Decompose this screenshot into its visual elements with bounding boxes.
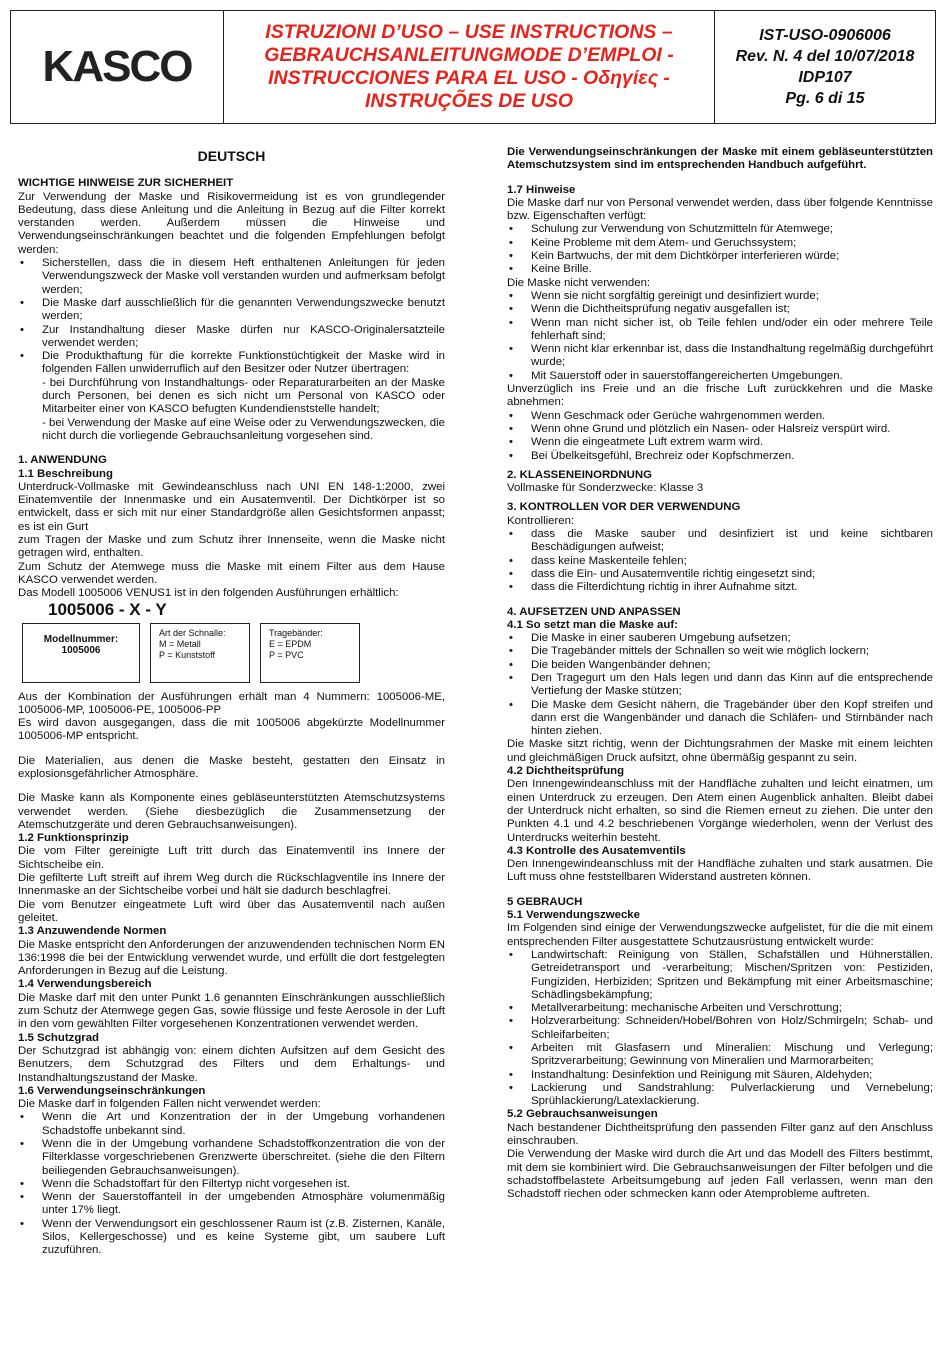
logo-text: KASCO	[42, 42, 192, 91]
donning-list	[507, 632, 933, 738]
paragraph: Die Materialien, aus denen die Maske besteht, gestatten den Einsatz in explosionsgefährlicher Atmosphäre.	[18, 754, 445, 780]
list-item: • Bei Übelkeitsgefühl, Brechreiz oder Kopfschmerzen.	[507, 450, 933, 463]
box-line: P = Kunststoff	[159, 649, 215, 660]
safety-heading: WICHTIGE HINWEISE ZUR SICHERHEIT	[18, 177, 234, 190]
subsection-heading: 5.1 Verwendungszwecke	[507, 909, 640, 922]
list-item: • Zur Instandhaltung dieser Maske dürfen nur KASCO-Originalersatzteile verwendet werden;	[18, 324, 445, 351]
model-number-box	[22, 623, 140, 683]
list-item: • Die beiden Wangenbänder dehnen;	[507, 659, 933, 672]
box-line: M = Metall	[159, 638, 201, 649]
subsection-heading: 1.4 Verwendungsbereich	[18, 978, 152, 991]
list-item: • Wenn man nicht sicher ist, ob Teile fehlen und/oder ein oder mehrere Teile fehlerhaft sind;	[507, 317, 933, 344]
list-item: • Wenn die eingeatmete Luft extrem warm wird.	[507, 436, 933, 449]
paragraph: Vollmaske für Sonderzwecke: Klasse 3	[507, 482, 704, 495]
restrictions-list	[18, 1111, 445, 1257]
list-item: • Die Maske dem Gesicht nähern, die Tragebänder über den Kopf streifen und dann erst die Wangenbänder und danach die Schläfen- und Stirnbänder nach hinten ziehen.	[507, 699, 933, 739]
box-value: 1005006	[61, 644, 101, 656]
subsection-heading: 1.3 Anzuwendende Normen	[18, 925, 167, 938]
paragraph: Kontrollieren:	[507, 514, 575, 527]
list-item: • Keine Probleme mit dem Atem- und Geruchssystem;	[507, 237, 933, 250]
paragraph: Die Maske nicht verwenden:	[507, 276, 651, 289]
paragraph: Nach bestandener Dichtheitsprüfung den passenden Filter ganz auf den Anschluss einschrauben.	[507, 1121, 933, 1148]
list-item: • Metallverarbeitung: mechanische Arbeiten und Verschrottung;	[507, 1002, 933, 1015]
list-item: • dass die Ein- und Ausatemventile richtig eingesetzt sind;	[507, 568, 933, 581]
list-item: • Wenn nicht klar erkennbar ist, dass die Instandhaltung regelmäßig durchgeführt wurde;	[507, 343, 933, 370]
paragraph: Das Modell 1005006 VENUS1 ist in den folgenden Ausführungen erhältlich:	[18, 587, 399, 600]
paragraph: Die vom Benutzer eingeatmete Luft wird über das Ausatemventil nach außen geleitet.	[18, 898, 445, 924]
list-item: • dass die Filterdichtung richtig in ihrer Aufnahme sitzt.	[507, 581, 933, 594]
paragraph: Die gefilterte Luft streift auf ihrem Weg durch die Rückschlagventile ins Innere der Innenmaske an der Sichtscheibe vorbei und hält sie dadurch beschlagfrei.	[18, 872, 445, 898]
list-item: • Wenn der Verwendungsort ein geschlossener Raum ist (z.B. Zisternen, Kanäle, Silos, Kellergeschosse) und es keine Systeme gibt, um saubere Luft zuzuführen.	[18, 1218, 445, 1258]
list-item: • Schulung zur Verwendung von Schutzmitteln für Atemwege;	[507, 223, 933, 236]
paragraph: Zum Schutz der Atemwege muss die Maske mit einem Filter aus dem Hause KASCO verwendet werden.	[18, 560, 445, 586]
safety-sub-item: - bei Durchführung von Instandhaltungs- oder Reparaturarbeiten an der Maske durch Personen, bei denen es sich nicht um Personal von KASCO oder Mitarbeiter einer von KASCO befugten Kundendienststelle handelt;	[42, 376, 445, 416]
paragraph: Die Maske darf nur von Personal verwendet werden, dass über folgende Kenntnisse bzw. Eigenschaften verfügt:	[507, 196, 933, 223]
model-ref: IDP107	[798, 69, 852, 86]
subsection-heading: 1.1 Beschreibung	[18, 467, 113, 480]
title-line: GEBRAUCHSANLEITUNGMODE D’EMPLOI -	[264, 44, 674, 66]
right-column	[507, 146, 933, 1202]
section-heading: 1. ANWENDUNG	[18, 454, 107, 467]
paragraph: Die Maske kann als Komponente eines gebläseunterstützten Atemschutzsystems verwendet werden. (Siehe diesbezüglich die Zusammensetzung der Atemschutzgeräte und deren Gebrauchsanweisungen).	[18, 792, 445, 831]
list-item: • Landwirtschaft: Reinigung von Ställen, Schafställen und Hühnerställen. Getreidetransport und -verarbeitung; Mischen/Spritzen von: Pestiziden, Fungiziden, Herbiziden; Spritzen und Bekämpfung mit einer Arbeitsmaschine; Schädlingsbekämpfung;	[507, 949, 933, 1002]
uses-list	[507, 949, 933, 1109]
subsection-heading: 1.5 Schutzgrad	[18, 1031, 100, 1044]
list-item: • Arbeiten mit Glasfasern und Mineralien: Mischung und Verlegung; Spritzverarbeitung; Gewinnung von Mineralien und Marmorarbeiten;	[507, 1042, 933, 1069]
list-item: • Wenn ohne Grund und plötzlich ein Nasen- oder Halsreiz verspürt wird.	[507, 423, 933, 436]
list-item: • Instandhaltung: Desinfektion und Reinigung mit Säuren, Aldehyden;	[507, 1069, 933, 1082]
paragraph: Die Maske sitzt richtig, wenn der Dichtungsrahmen der Maske mit einem leichten und gleichmäßigen Druck aufsitzt, ohne übermäßig gespannt zu sein.	[507, 738, 933, 764]
subsection-heading: 4.3 Kontrolle des Ausatemventils	[507, 844, 686, 857]
kasco-logo	[43, 42, 192, 92]
subsection-heading: 1.6 Verwendungseinschränkungen	[18, 1084, 206, 1097]
list-item: • Wenn die Art und Konzentration der in der Umgebung vorhandenen Schadstoffe unbekannt sind.	[18, 1111, 445, 1138]
paragraph-bold: Die Verwendungseinschränkungen der Maske mit einem gebläseunterstützten Atemschutzsystem sind im entsprechenden Handbuch aufgeführt.	[507, 146, 933, 172]
list-item: • Lackierung und Sandstrahlung: Pulverlackierung und Vernebelung; Sprühlackierung/Latexlackierung.	[507, 1082, 933, 1109]
logo-cell	[11, 11, 224, 123]
paragraph: Unterdruck-Vollmaske mit Gewindeanschluss nach UNI EN 148-1:2000, zwei Einatemventile der Innenmaske und ein Ausatemventil. Der Dichtkörper ist so entwickelt, dass er sich mit nur einer Standardgröße allen Gesichtsformen anpasst; es ist ein Gurt	[18, 480, 445, 533]
safety-intro: Zur Verwendung der Maske und Risikovermeidung ist es von grundlegender Bedeutung, dass diese Anleitung und die Anleitung in Bezug auf die Filter korrekt verstanden werden. Außerdem müssen die Hinweise und Verwendungseinschränkungen beachtet und die folgenden Empfehlungen befolgt werden:	[18, 190, 445, 256]
requirements-list	[507, 223, 933, 276]
title-line: INSTRUÇÕES DE USO	[364, 90, 574, 112]
title-line: INSTRUCCIONES PARA EL USO - Οδηγίες -	[268, 67, 670, 89]
list-item: • Wenn Geschmack oder Gerüche wahrgenommen werden.	[507, 410, 933, 423]
list-item: • Keine Brille.	[507, 263, 933, 276]
paragraph: Den Innengewindeanschluss mit der Handfläche zuhalten und stark ausatmen. Die Luft muss ohne feststellbaren Widerstand austreten können.	[507, 858, 933, 884]
list-item: • Die Maske darf ausschließlich für die genannten Verwendungszwecke benutzt werden;	[18, 297, 445, 324]
box-line: E = EPDM	[269, 638, 312, 649]
subsection-heading: 4.1 So setzt man die Maske auf:	[507, 618, 678, 631]
list-item: • Wenn die Dichtheitsprüfung negativ ausgefallen ist;	[507, 303, 933, 316]
model-code-diagram	[18, 623, 445, 685]
left-column	[18, 146, 445, 1258]
list-item: • Die Tragebänder mittels der Schnallen so weit wie möglich lockern;	[507, 645, 933, 658]
list-item: • Die Maske in einer sauberen Umgebung aufsetzen;	[507, 632, 933, 645]
section-heading: 5 GEBRAUCH	[507, 895, 583, 908]
paragraph: Aus der Kombination der Ausführungen erhält man 4 Nummern: 1005006-ME, 1005006-MP, 1005006-PE, 1005006-PP	[18, 690, 445, 716]
subsection-heading: 1.2 Funktionsprinzip	[18, 832, 129, 845]
list-item: • Wenn die in der Umgebung vorhandene Schadstoffkonzentration die von der Filterklasse vorgeschriebenen Grenzwerte überschreitet. (siehe die den Filtern beiliegenden Gebrauchsanweisungen).	[18, 1138, 445, 1178]
list-item: • dass keine Maskenteile fehlen;	[507, 555, 933, 568]
subsection-heading: 4.2 Dichtheitsprüfung	[507, 765, 625, 778]
paragraph: Die Maske darf in folgenden Fällen nicht verwendet werden:	[18, 1098, 321, 1111]
title-line: ISTRUZIONI D’USO – USE INSTRUCTIONS –	[265, 21, 673, 43]
paragraph: Im Folgenden sind einige der Verwendungszwecke aufgelistet, für die die mit einem entsprechenden Filter ausgestattete Schutzausrüstung entwickelt wurde:	[507, 922, 933, 948]
leave-list	[507, 410, 933, 463]
list-item: • Mit Sauerstoff oder in sauerstoffangereicherten Umgebungen.	[507, 370, 933, 383]
paragraph: Die Maske darf mit den unter Punkt 1.6 genannten Einschränkungen ausschließlich zum Schutz der Atemwege gegen Gas, sowie flüssige und feste Aerosole in der Luft in den vom gewählten Filter vorgesehenen Konzentrationen verwendet werden.	[18, 991, 445, 1031]
buckle-type-box	[150, 623, 250, 683]
section-heading: 2. KLASSENEINORDNUNG	[507, 468, 652, 481]
list-item: • Wenn sie nicht sorgfältig gereinigt und desinfiziert wurde;	[507, 290, 933, 303]
list-item: • Kein Bartwuchs, der mit dem Dichtkörper interferieren würde;	[507, 250, 933, 263]
document-header	[10, 10, 936, 124]
list-item: • Die Produkthaftung für die korrekte Funktionstüchtigkeit der Maske wird in folgenden Fällen unwiderruflich auf den Besitzer oder Nutzer übertragen:	[18, 350, 445, 377]
safety-sub-item: - bei Verwendung der Maske auf eine Weise oder zu Verwendungszwecken, die nicht durch die vorliegende Gebrauchsanleitung vorgesehen sind.	[42, 416, 445, 442]
box-label: Tragebänder:	[269, 627, 323, 638]
document-title	[264, 21, 674, 113]
section-heading: 4. AUFSETZEN UND ANPASSEN	[507, 605, 681, 618]
list-item: • dass die Maske sauber und desinfiziert ist und keine sichtbaren Beschädigungen aufweist;	[507, 528, 933, 555]
straps-box	[260, 623, 360, 683]
model-code: 1005006 - X - Y	[48, 599, 167, 619]
paragraph: Unverzüglich ins Freie und an die frische Luft zurückkehren und die Maske abnehmen:	[507, 383, 933, 409]
page-number: Pg. 6 di 15	[785, 90, 865, 107]
list-item: • Den Tragegurt um den Hals legen und dann das Kinn auf die entsprechende Vertiefung der Maske stützen;	[507, 672, 933, 699]
checks-list	[507, 528, 933, 594]
paragraph: Die Verwendung der Maske wird durch die Art und das Modell des Filters bestimmt, mit dem sie kombiniert wird. Die Gebrauchsanweisungen der Filter befolgen und die schadstoffbelastete Arbeitsumgebung auf jeden Fall verlassen, wenn man den Schadstoff riechen oder schmecken kann oder Atemprobleme auftreten.	[507, 1148, 933, 1201]
box-label: Art der Schnalle:	[159, 627, 226, 638]
do-not-use-list	[507, 290, 933, 383]
list-item: • Wenn die Schadstoffart für den Filtertyp nicht vorgesehen ist.	[18, 1178, 445, 1191]
title-cell	[224, 11, 715, 123]
safety-list	[18, 257, 445, 377]
subsection-heading: 5.2 Gebrauchsanweisungen	[507, 1108, 658, 1121]
paragraph: Der Schutzgrad ist abhängig von: einem dichten Aufsitzen auf dem Gesicht des Benutzers, dem Schutzgrad des Filters und dem Erhaltungs- und Instandhaltungszustand der Maske.	[18, 1044, 445, 1084]
paragraph: Es wird davon ausgegangen, dass die mit 1005006 abgekürzte Modellnummer 1005006-MP entspricht.	[18, 717, 445, 743]
list-item: • Holzverarbeitung: Schneiden/Hobel/Bohren von Holz/Schmirgeln; Schab- und Schleifarbeiten;	[507, 1015, 933, 1042]
revision: Rev. N. 4 del 10/07/2018	[735, 48, 915, 65]
reference-cell	[715, 11, 935, 123]
paragraph: zum Tragen der Maske und zum Schutz ihrer Innenseite, wenn die Maske nicht getragen wird, enthalten.	[18, 534, 445, 560]
language-heading: DEUTSCH	[197, 148, 266, 164]
box-label: Modellnummer:	[43, 633, 119, 645]
list-item: • Sicherstellen, dass die in diesem Heft enthaltenen Anleitungen für jeden Verwendungszweck der Maske voll verstanden wurden und aufmerksam befolgt werden;	[18, 257, 445, 297]
list-item: • Wenn der Sauerstoffanteil in der umgebenden Atmosphäre volumenmäßig unter 17% liegt.	[18, 1191, 445, 1218]
doc-id: IST-USO-0906006	[759, 27, 891, 44]
paragraph: Die vom Filter gereinigte Luft tritt durch das Einatemventil ins Innere der Sichtscheibe ein.	[18, 845, 445, 871]
paragraph: Die Maske entspricht den Anforderungen der anzuwendenden technischen Norm EN 136:1998 die bei der Entwicklung verwendet wurde, und erfüllt die dort festgelegten Anforderungen in Bezug auf die Leistung.	[18, 938, 445, 978]
box-line: P = PVC	[269, 649, 304, 660]
subsection-heading: 1.7 Hinweise	[507, 183, 576, 196]
paragraph: Den Innengewindeanschluss mit der Handfläche zuhalten und leicht einatmen, um einen Unterdruck zu erzeugen. Den Atem einen Augenblick anhalten. Bleibt dabei der Unterdruck nicht erhalten, so sind die Riemen erneut zu ziehen. Die unter den Punkten 4.1 und 4.2 beschriebenen Vorgänge wiederholen, wenn der Verlust des Unterdrucks weiterhin besteht.	[507, 778, 933, 844]
section-heading: 3. KONTROLLEN VOR DER VERWENDUNG	[507, 501, 741, 514]
